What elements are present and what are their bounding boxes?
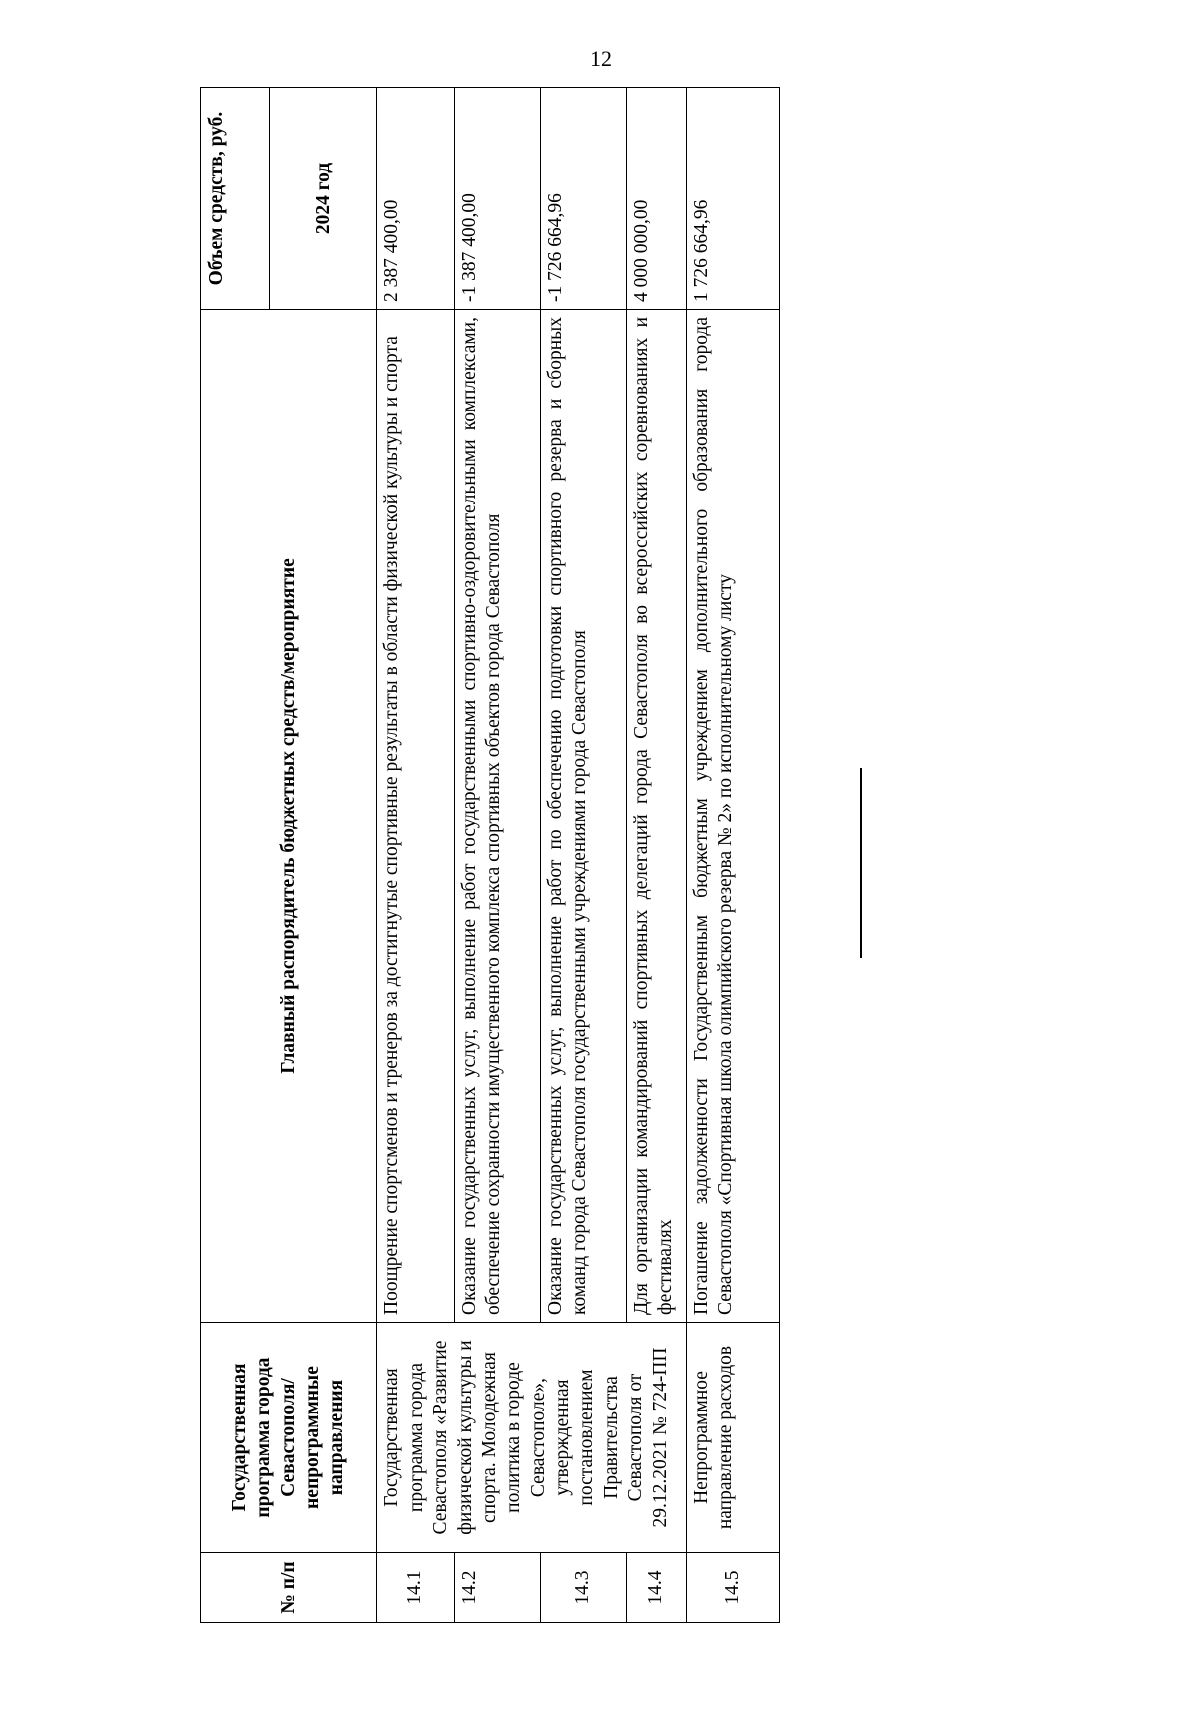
separator-line (860, 768, 862, 958)
row-number: 14.1 (377, 1553, 454, 1623)
row-activity: Погашение задолженности Государственным бюджетным учреждением дополнительного образования города Севастополя «Спортивная школа олимпийского резерва № 2» по исполнительному листу (686, 310, 779, 1323)
row-activity: Оказание государственных услуг, выполнение работ по обеспечению подготовки спортивного резерва и сборных команд города Севастополя государственными учреждениями города Севастополя (540, 310, 626, 1323)
program-group-cell: Государственная программа города Севастополя «Развитие физической культуры и спорта. Молодежная политика в городе Севастополе», утвержденная постановлением Правительства Севастополя от 29.12.2021 № 724-ПП (377, 1323, 687, 1553)
header-volume: Объем средств, руб. (201, 88, 270, 309)
row-program: Непрограммное направление расходов (686, 1323, 779, 1553)
row-volume: -1 726 664,96 (540, 88, 626, 310)
header-activity: Главный распорядитель бюджетных средств/мероприятие (201, 310, 377, 1323)
row-volume: -1 387 400,00 (454, 88, 540, 310)
row-activity: Для организации командирований спортивных делегаций города Севастополя во всероссийских соревнованиях и фестивалях (626, 310, 686, 1323)
row-number: 14.4 (626, 1553, 686, 1623)
table-row (377, 88, 454, 1623)
header-volume-cell (201, 88, 377, 310)
header-program: Государственная программа города Севастополя/ непрограммные направления (201, 1323, 377, 1553)
row-volume: 2 387 400,00 (377, 88, 454, 310)
page-number: 12 (590, 46, 612, 71)
row-volume: 1 726 664,96 (686, 88, 779, 310)
table-wrapper (200, 88, 780, 1623)
row-number: 14.5 (686, 1553, 779, 1623)
row-activity: Поощрение спортсменов и тренеров за достигнутые спортивные результаты в области физической культуры и спорта (377, 310, 454, 1323)
row-number: 14.3 (540, 1553, 626, 1623)
header-num: № п/п (201, 1553, 377, 1623)
row-activity: Оказание государственных услуг, выполнение работ государственными спортивно-оздоровительными комплексами, обеспечение сохранности имущественного комплекса спортивных объектов города Севастополя (454, 310, 540, 1323)
table-row (686, 88, 779, 1623)
table-rotated-container (200, 88, 780, 1623)
header-year: 2024 год (313, 162, 334, 235)
header-row (201, 88, 377, 1623)
row-number: 14.2 (454, 1553, 540, 1623)
budget-table (200, 87, 780, 1623)
row-volume: 4 000 000,00 (626, 88, 686, 310)
